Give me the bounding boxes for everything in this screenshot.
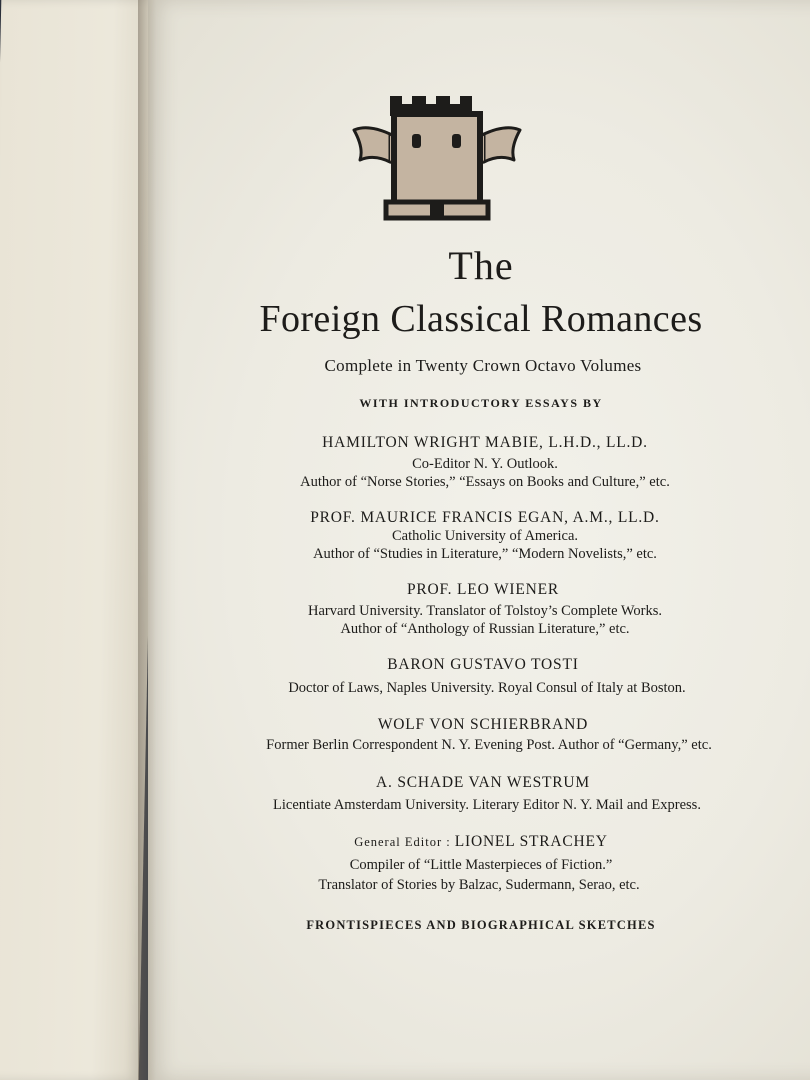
introductory-essays-label: WITH INTRODUCTORY ESSAYS BY [359, 396, 603, 410]
contributor-desc: Licentiate Amsterdam University. Literary Editor N. Y. Mail and Express. [273, 797, 701, 813]
contributor-desc: Author of “Studies in Literature,” “Modern Novelists,” etc. [313, 546, 657, 562]
contributor-desc: Co-Editor N. Y. Outlook. [412, 456, 558, 472]
contributor-name: HAMILTON WRIGHT MABIE, L.H.D., LL.D. [322, 434, 648, 451]
contributor-desc: Author of “Anthology of Russian Literature,” etc. [340, 621, 630, 637]
contributor-name: WOLF VON SCHIERBRAND [377, 716, 589, 733]
general-editor-name: LIONEL STRACHEY [454, 833, 608, 850]
contributor-name: A. SCHADE VAN WESTRUM [375, 774, 591, 791]
general-editor-label: General Editor : [354, 835, 451, 849]
subtitle: Complete in Twenty Crown Octavo Volumes [324, 356, 642, 375]
general-editor-desc: Compiler of “Little Masterpieces of Fiction.” [349, 857, 613, 873]
contributor-desc: Harvard University. Translator of Tolstoy’s Complete Works. [308, 603, 662, 619]
contributor-desc: Author of “Norse Stories,” “Essays on Books and Culture,” etc. [300, 474, 670, 490]
contributor-desc: Former Berlin Correspondent N. Y. Evening Post. Author of “Germany,” etc. [266, 737, 712, 753]
general-editor-line [150, 833, 810, 851]
contributor-name: BARON GUSTAVO TOSTI [387, 656, 579, 673]
contributor-name: PROF. LEO WIENER [406, 581, 560, 598]
title-line-1: The [448, 243, 514, 288]
contributor-desc: Catholic University of America. [391, 528, 579, 544]
title-line-2: Foreign Classical Romances [259, 298, 703, 340]
footer-note: FRONTISPIECES AND BIOGRAPHICAL SKETCHES [306, 918, 656, 932]
general-editor-desc: Translator of Stories by Balzac, Sudermann, Serao, etc. [318, 877, 640, 893]
title-page [148, 0, 810, 1080]
castle-tower-emblem-icon [346, 90, 528, 222]
contributor-name: PROF. MAURICE FRANCIS EGAN, A.M., LL.D. [310, 509, 660, 526]
contributor-desc: Doctor of Laws, Naples University. Royal Consul of Italy at Boston. [288, 680, 686, 696]
